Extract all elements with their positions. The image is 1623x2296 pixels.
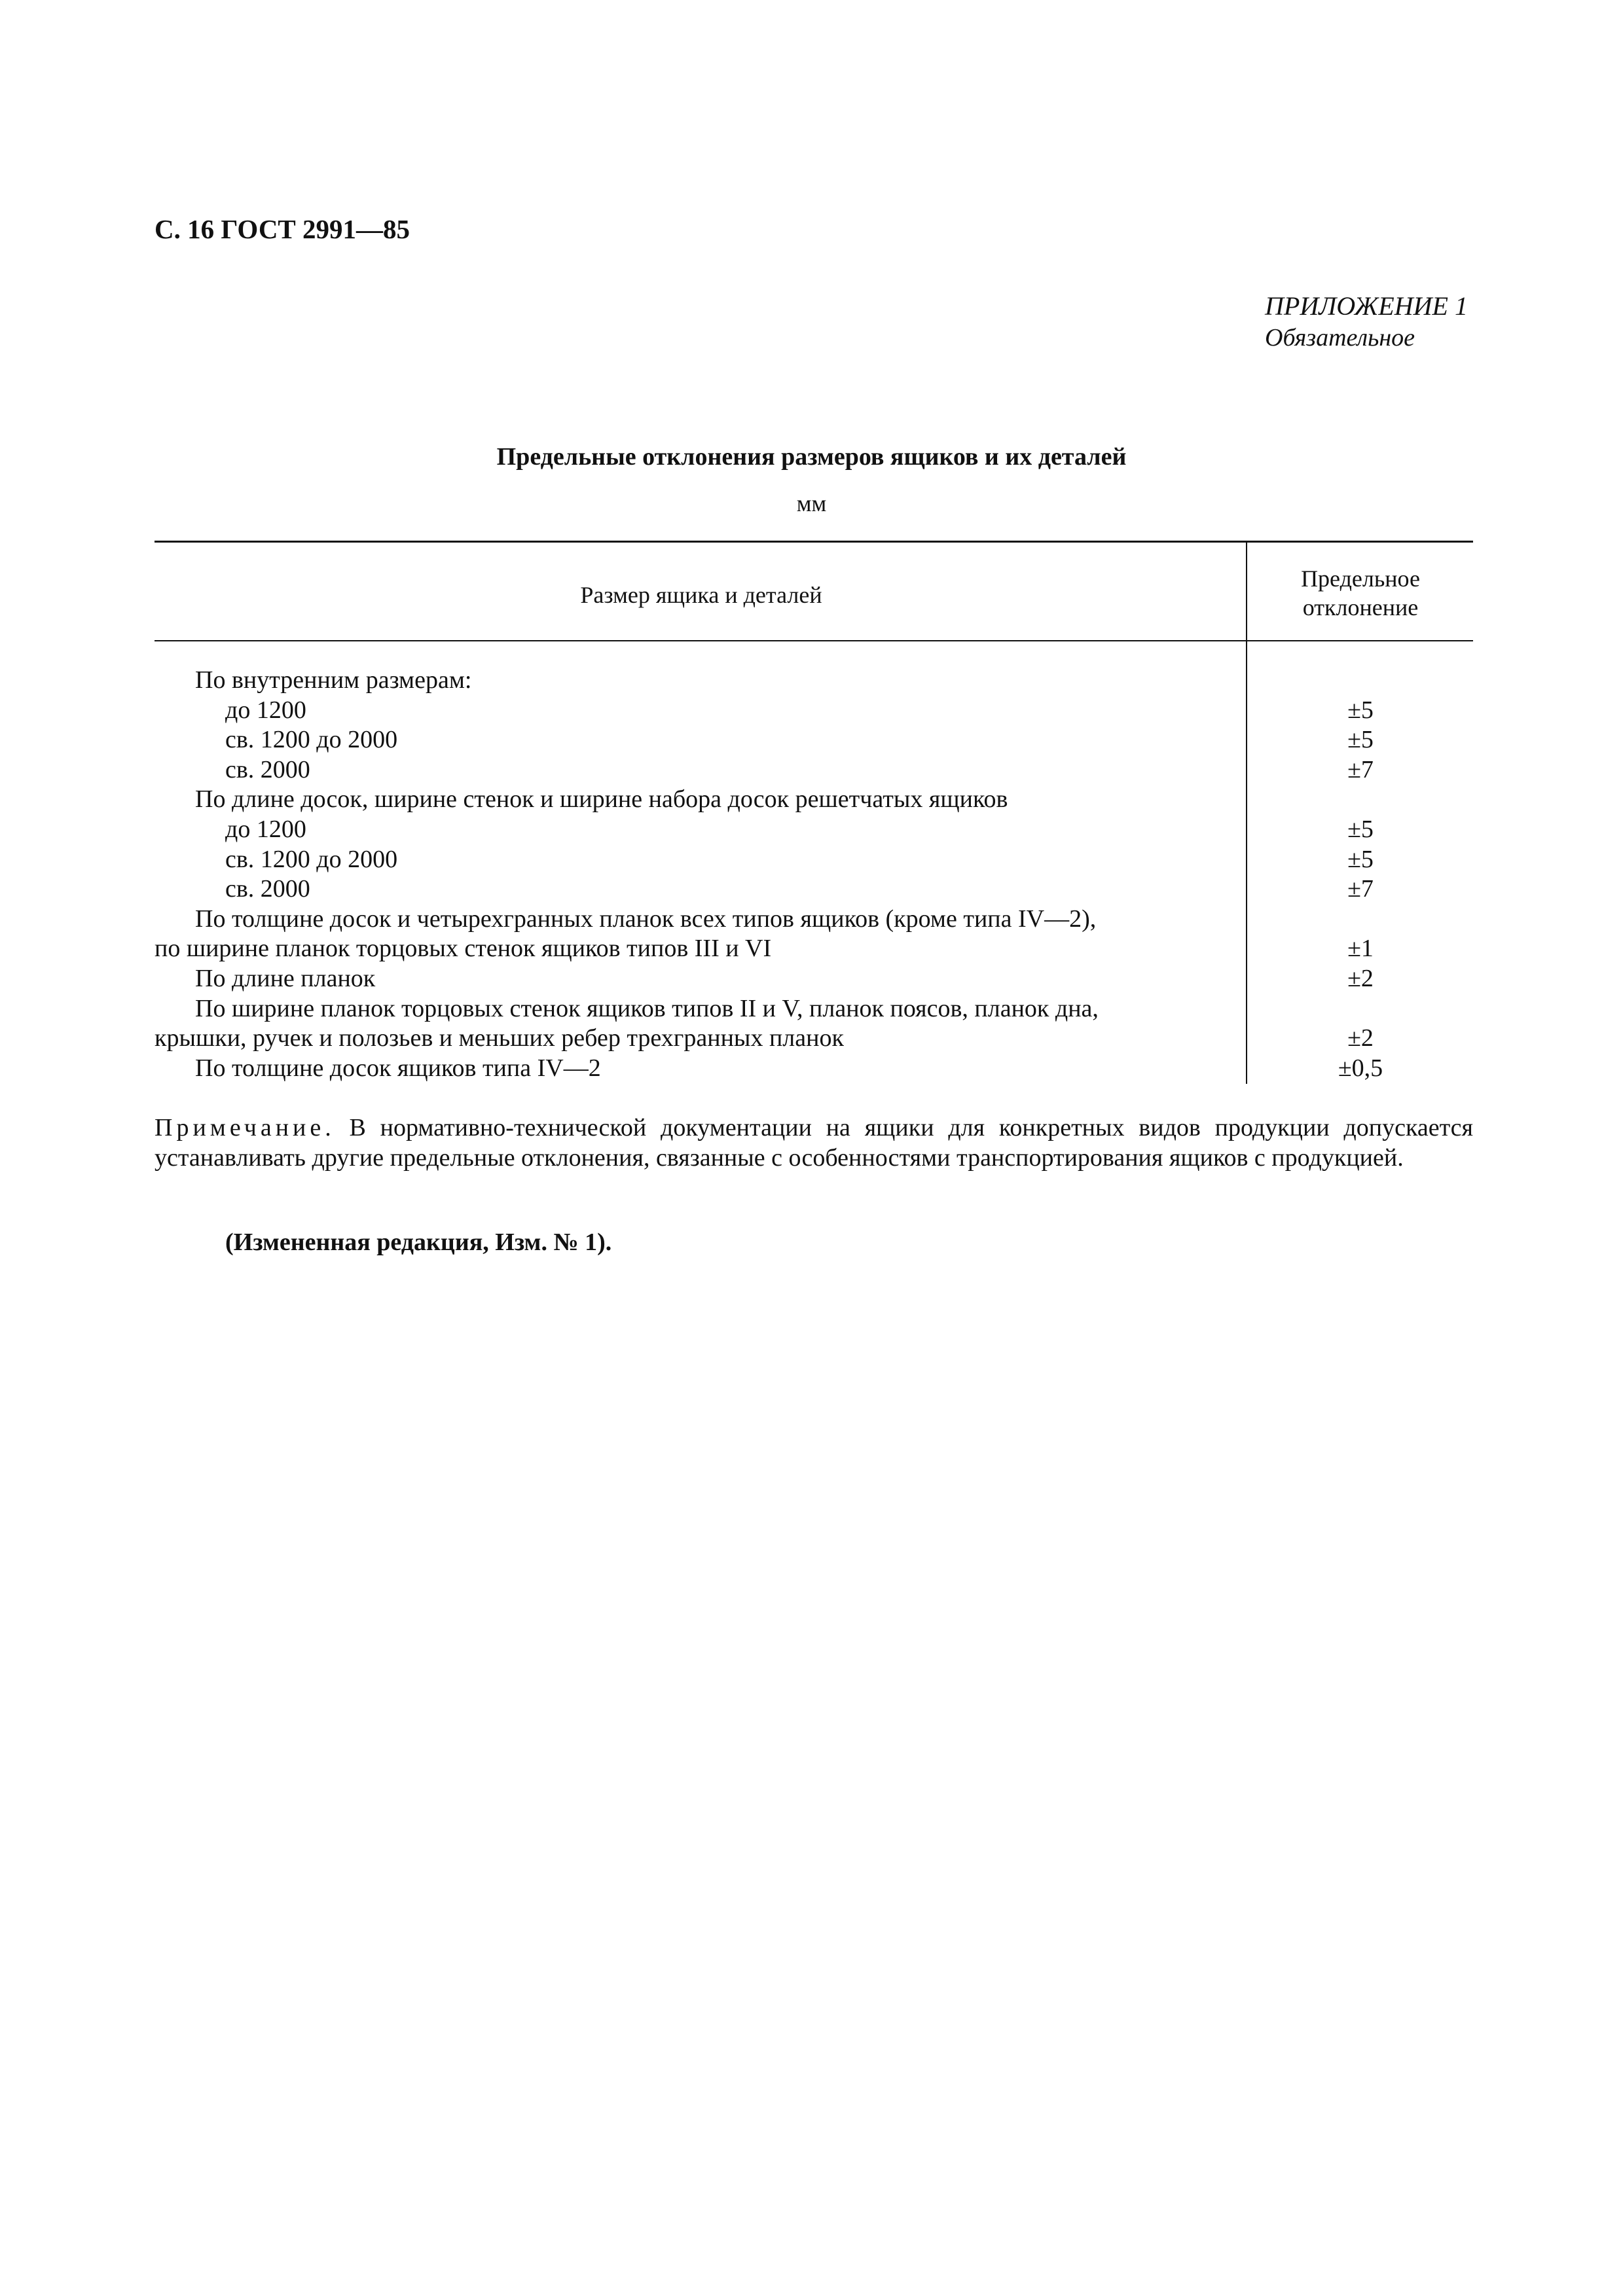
- table-row: [0, 725, 1623, 755]
- table-row: [0, 784, 1623, 814]
- row-deviation: ±5: [1347, 696, 1374, 724]
- note-text: В нормативно-технической документации на ящики для конкретных видов продукции допускается устанавливать другие предельные отклонения, связанные с особенностями транспортирования ящиков с продукцией.: [155, 1114, 1473, 1172]
- page-header: С. 16 ГОСТ 2991—85: [155, 214, 410, 244]
- table-row: [0, 874, 1623, 904]
- table-row: [0, 844, 1623, 874]
- table-title: Предельные отклонения размеров ящиков и их деталей: [496, 443, 1127, 471]
- row-label: По ширине планок торцовых стенок ящиков типов II и V, планок поясов, планок дна,: [195, 994, 1099, 1022]
- row-deviation: ±1: [1347, 935, 1374, 963]
- table-row: [0, 904, 1623, 934]
- row-label: По внутренним размерам:: [195, 666, 472, 694]
- table-row: [0, 1053, 1623, 1083]
- row-deviation: ±5: [1347, 845, 1374, 873]
- row-deviation: ±5: [1347, 816, 1374, 843]
- row-label: По длине планок: [195, 965, 376, 992]
- table-row: [0, 755, 1623, 785]
- table-unit: мм: [796, 490, 827, 516]
- table-row: [0, 963, 1623, 994]
- row-label: по ширине планок торцовых стенок ящиков типов III и VI: [155, 935, 772, 963]
- table-row: [0, 814, 1623, 844]
- appendix-title: ПРИЛОЖЕНИЕ 1: [1265, 291, 1468, 321]
- note-label: Примечание.: [155, 1114, 335, 1141]
- appendix-subtitle: Обязательное: [1265, 324, 1415, 351]
- row-label: По толщине досок и четырехгранных планок всех типов ящиков (кроме типа IV—2),: [195, 905, 1097, 933]
- column-header-size: Размер ящика и деталей: [580, 582, 822, 608]
- row-label: По толщине досок ящиков типа IV—2: [195, 1054, 601, 1082]
- row-deviation: ±2: [1347, 965, 1374, 992]
- table-row: [0, 665, 1623, 695]
- row-label: до 1200: [225, 696, 306, 724]
- row-deviation: ±5: [1347, 726, 1374, 754]
- table-row: [0, 933, 1623, 963]
- row-label: крышки, ручек и полозьев и меньших ребер трехгранных планок: [155, 1024, 844, 1052]
- row-label: св. 1200 до 2000: [225, 845, 398, 873]
- amendment-note: (Измененная редакция, Изм. № 1).: [225, 1229, 612, 1256]
- row-label: св. 2000: [225, 755, 310, 783]
- column-header-deviation: Предельное отклонение: [1301, 565, 1420, 620]
- table-top-rule: [155, 541, 1473, 543]
- table-row: [0, 1023, 1623, 1053]
- row-deviation: ±0,5: [1338, 1054, 1383, 1082]
- table-header-rule: [155, 640, 1473, 641]
- table-row: [0, 994, 1623, 1024]
- row-label: до 1200: [225, 816, 306, 843]
- row-deviation: ±2: [1347, 1024, 1374, 1052]
- note-paragraph: [155, 1113, 1473, 1173]
- row-deviation: ±7: [1347, 875, 1374, 903]
- table-row: [0, 695, 1623, 725]
- row-label: По длине досок, ширине стенок и ширине набора досок решетчатых ящиков: [195, 785, 1008, 814]
- row-label: св. 1200 до 2000: [225, 726, 398, 754]
- row-deviation: ±7: [1347, 755, 1374, 783]
- row-label: св. 2000: [225, 875, 310, 903]
